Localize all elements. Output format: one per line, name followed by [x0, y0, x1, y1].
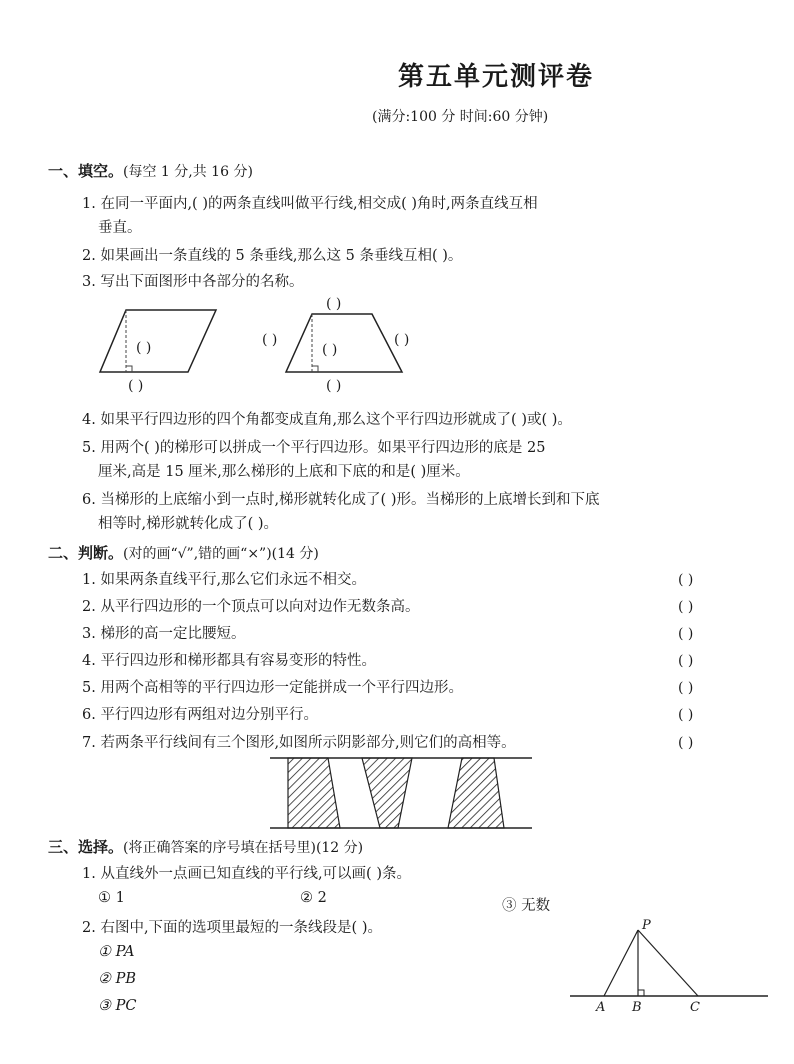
s2-item-5: 5. 用两个高相等的平行四边形一定能拼成一个平行四边形。 — [82, 680, 463, 696]
s2-answer-6: ( ) — [678, 707, 694, 723]
s3-q2-option-3: ③ PC — [98, 998, 137, 1014]
perpendicular-segments-figure — [566, 924, 772, 1004]
page-title: 第五单元测评卷 — [398, 62, 595, 92]
parallelogram-figure — [96, 306, 226, 378]
s1-q5-line1: 5. 用两个( )的梯形可以拼成一个平行四边形。如果平行四边形的底是 25 — [82, 440, 546, 456]
s2-answer-5: ( ) — [678, 680, 694, 696]
section3-note: (将正确答案的序号填在括号里)(12 分) — [123, 840, 364, 856]
label-a: A — [596, 1000, 606, 1015]
trapezoid-figure — [284, 312, 408, 374]
s3-q1: 1. 从直线外一点画已知直线的平行线,可以画( )条。 — [82, 866, 411, 882]
section1-heading — [48, 160, 253, 181]
parallelogram-height-blank: ( ) — [136, 340, 152, 356]
s3-q2-option-1: ① PA — [98, 944, 135, 960]
s2-item-6: 6. 平行四边形有两组对边分别平行。 — [82, 707, 318, 723]
s1-q6-line1: 6. 当梯形的上底缩小到一点时,梯形就转化成了( )形。当梯形的上底增长到和下底 — [82, 492, 600, 508]
s1-q1-line2: 垂直。 — [98, 220, 142, 236]
s2-answer-2: ( ) — [678, 599, 694, 615]
section1-note: (每空 1 分,共 16 分) — [123, 164, 253, 180]
s2-item-7: 7. 若两条平行线间有三个图形,如图所示阴影部分,则它们的高相等。 — [82, 735, 516, 751]
s1-q1-line1: 1. 在同一平面内,( )的两条直线叫做平行线,相交成( )角时,两条直线互相 — [82, 196, 538, 212]
s3-q2-option-2: ② PB — [98, 971, 137, 987]
s3-q2: 2. 右图中,下面的选项里最短的一条线段是( )。 — [82, 920, 382, 936]
s3-q1-option-2: ② 2 — [300, 890, 327, 906]
label-b: B — [632, 1000, 642, 1015]
section1-title: 一、填空。 — [48, 162, 124, 180]
s2-item-4: 4. 平行四边形和梯形都具有容易变形的特性。 — [82, 653, 376, 669]
page-subtitle: (满分:100 分 时间:60 分钟) — [372, 109, 549, 125]
trapezoid-right-blank: ( ) — [394, 332, 410, 348]
s2-answer-3: ( ) — [678, 626, 694, 642]
s3-q1-option-3: ③ 无数 — [502, 898, 551, 914]
trapezoid-top-blank: ( ) — [326, 296, 342, 312]
s1-q5-line2: 厘米,高是 15 厘米,那么梯形的上底和下底的和是( )厘米。 — [98, 464, 470, 480]
s3-q1-option-1: ① 1 — [98, 890, 125, 906]
section2-note: (对的画“√”,错的画“×”)(14 分) — [123, 546, 319, 562]
trapezoid-height-blank: ( ) — [322, 342, 338, 358]
label-p: P — [642, 918, 651, 933]
parallelogram-base-blank: ( ) — [128, 378, 144, 394]
s1-q4: 4. 如果平行四边形的四个角都变成直角,那么这个平行四边形就成了( )或( )。 — [82, 412, 572, 428]
trapezoid-bottom-blank: ( ) — [326, 378, 342, 394]
s2-answer-1: ( ) — [678, 572, 694, 588]
parallel-lines-shaded-figure — [270, 756, 532, 832]
section2-heading — [48, 542, 319, 563]
s1-q6-line2: 相等时,梯形就转化成了( )。 — [98, 516, 279, 532]
s2-answer-4: ( ) — [678, 653, 694, 669]
s1-q3: 3. 写出下面图形中各部分的名称。 — [82, 274, 304, 290]
s2-item-3: 3. 梯形的高一定比腰短。 — [82, 626, 246, 642]
s2-answer-7: ( ) — [678, 735, 694, 751]
label-c: C — [690, 1000, 700, 1015]
s1-q2: 2. 如果画出一条直线的 5 条垂线,那么这 5 条垂线互相( )。 — [82, 248, 463, 264]
s2-item-1: 1. 如果两条直线平行,那么它们永远不相交。 — [82, 572, 367, 588]
section3-title: 三、选择。 — [48, 838, 124, 856]
trapezoid-left-blank: ( ) — [262, 332, 278, 348]
section3-heading — [48, 836, 363, 857]
s2-item-2: 2. 从平行四边形的一个顶点可以向对边作无数条高。 — [82, 599, 420, 615]
section2-title: 二、判断。 — [48, 544, 124, 562]
